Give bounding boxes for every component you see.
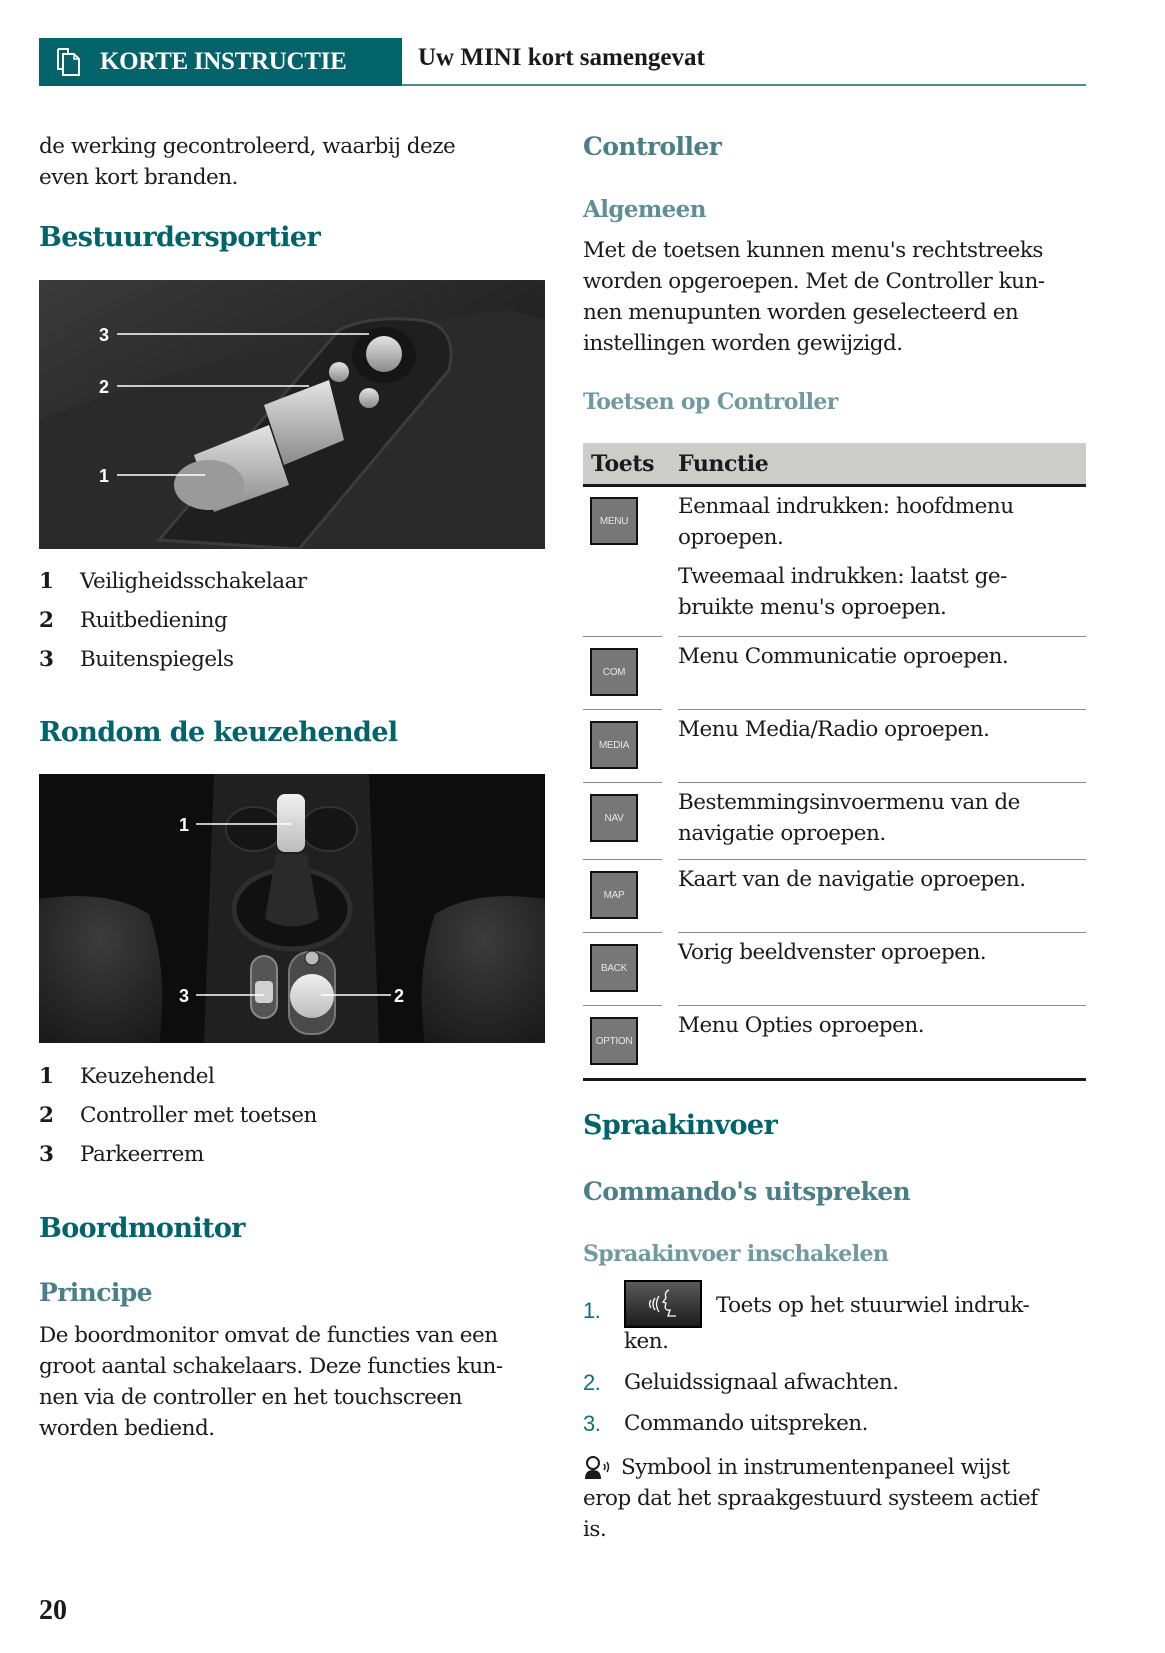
step-item [583, 1370, 899, 1396]
section-header-box [39, 38, 402, 86]
heading-selector-lever: Rondom de keuzehendel [39, 717, 398, 748]
text-line: bruikte menu's oproepen. [678, 595, 947, 620]
legend-label: Veiligheidsschakelaar [80, 569, 307, 594]
svg-text:3: 3 [99, 325, 110, 345]
text-line: Symbool in instrumentenpaneel wijst [621, 1455, 1010, 1480]
table-bottom-rule [583, 1078, 1086, 1081]
text-line: De boordmonitor omvat de functies van een [39, 1323, 498, 1348]
table-header [583, 443, 1086, 487]
svg-text:1: 1 [99, 466, 110, 486]
legend-item [39, 640, 307, 679]
driver-door-photo [39, 280, 545, 549]
page-number: 20 [39, 1595, 67, 1626]
pages-icon [56, 47, 82, 77]
selector-lever-legend [39, 1057, 317, 1174]
column-header-function: Functie [678, 450, 769, 477]
option-key-icon: OPTION [590, 1017, 638, 1065]
step-item [583, 1280, 1029, 1356]
text-line: de werking gecontroleerd, waarbij deze [39, 134, 456, 159]
driver-door-legend [39, 562, 307, 679]
subheading-principle: Principe [39, 1278, 152, 1307]
text-line: Kaart van de navigatie oproepen. [678, 867, 1026, 892]
heading-controller: Controller [583, 132, 722, 161]
text-line: even kort branden. [39, 165, 238, 190]
step-text: Geluidssignaal afwachten. [624, 1370, 899, 1395]
text-line: Menu Communicatie oproepen. [678, 644, 1009, 669]
legend-label: Buitenspiegels [80, 647, 234, 672]
step-number: 1. [583, 1298, 601, 1323]
text-line: oproepen. [678, 525, 784, 550]
column-header-key: Toets [591, 450, 655, 477]
text-line: erop dat het spraakgestuurd systeem actief [583, 1486, 1038, 1511]
text-line: nen menupunten worden geselecteerd en [583, 300, 1019, 325]
legend-number: 2 [39, 608, 54, 633]
back-key-icon: BACK [590, 944, 638, 992]
table-row [583, 709, 1086, 782]
legend-item [39, 562, 307, 601]
legend-number: 3 [39, 1142, 54, 1167]
svg-text:1: 1 [179, 815, 190, 835]
step-text: Commando uitspreken. [624, 1411, 868, 1436]
subheading-speak-commands: Commando's uitspreken [583, 1177, 911, 1206]
controller-keys-table [583, 443, 1086, 1081]
text-line: Tweemaal indrukken: laatst ge- [678, 564, 1007, 589]
heading-onboard-monitor: Boordmonitor [39, 1213, 245, 1244]
text-line: navigatie oproepen. [678, 821, 886, 846]
table-row [583, 859, 1086, 932]
legend-item [39, 1096, 317, 1135]
intro-paragraph [39, 131, 549, 193]
text-line: Menu Media/Radio oproepen. [678, 717, 990, 742]
step-text: ken. [624, 1329, 669, 1354]
controller-paragraph [583, 235, 1093, 359]
legend-item [39, 1057, 317, 1096]
subheading-activate-voice: Spraakinvoer inschakelen [583, 1241, 889, 1267]
subheading-general: Algemeen [583, 196, 706, 223]
text-line: is. [583, 1517, 607, 1542]
legend-label: Keuzehendel [80, 1064, 215, 1089]
menu-key-icon: MENU [590, 497, 638, 545]
text-line: instellingen worden gewijzigd. [583, 331, 903, 356]
text-line: Menu Opties oproepen. [678, 1013, 925, 1038]
step-text: Toets op het stuurwiel indruk- [716, 1292, 1030, 1318]
text-line: groot aantal schakelaars. Deze functies kun- [39, 1354, 503, 1379]
speaking-person-icon [583, 1455, 613, 1481]
text-line: nen via de controller en het touchscreen [39, 1385, 462, 1410]
step-item [583, 1411, 868, 1437]
table-row [583, 782, 1086, 859]
voice-symbol-note [583, 1452, 1093, 1545]
svg-text:3: 3 [179, 986, 190, 1006]
legend-number: 2 [39, 1103, 54, 1128]
header-divider [402, 84, 1086, 86]
nav-key-icon: NAV [590, 794, 638, 842]
legend-number: 3 [39, 647, 54, 672]
subheading-controller-keys: Toetsen op Controller [583, 389, 838, 415]
heading-voice-input: Spraakinvoer [583, 1110, 778, 1141]
onboard-monitor-paragraph [39, 1320, 559, 1444]
legend-number: 1 [39, 569, 54, 594]
text-line: worden bediend. [39, 1416, 215, 1441]
page-subtitle: Uw MINI kort samengevat [418, 44, 705, 71]
voice-steps-list [583, 1280, 1093, 1436]
text-line: Vorig beeldvenster oproepen. [678, 940, 987, 965]
media-key-icon: MEDIA [590, 721, 638, 769]
step-number: 3. [583, 1411, 601, 1436]
table-row [583, 636, 1086, 709]
legend-item [39, 601, 307, 640]
table-row [583, 487, 1086, 636]
legend-label: Ruitbediening [80, 608, 228, 633]
svg-text:2: 2 [394, 986, 405, 1006]
com-key-icon: COM [590, 648, 638, 696]
svg-text:2: 2 [99, 377, 110, 397]
legend-number: 1 [39, 1064, 54, 1089]
legend-label: Controller met toetsen [80, 1103, 317, 1128]
legend-label: Parkeerrem [80, 1142, 204, 1167]
section-label: KORTE INSTRUCTIE [100, 48, 347, 75]
table-row [583, 1005, 1086, 1078]
selector-lever-photo [39, 774, 545, 1043]
legend-item [39, 1135, 317, 1174]
step-number: 2. [583, 1370, 601, 1395]
text-line: worden opgeroepen. Met de Controller kun- [583, 269, 1045, 294]
text-line: Eenmaal indrukken: hoofdmenu [678, 494, 1014, 519]
heading-driver-door: Bestuurdersportier [39, 222, 321, 253]
text-line: Bestemmingsinvoermenu van de [678, 790, 1020, 815]
voice-command-button-icon [624, 1280, 702, 1328]
table-row [583, 932, 1086, 1005]
text-line: Met de toetsen kunnen menu's rechtstreeks [583, 238, 1043, 263]
map-key-icon: MAP [590, 871, 638, 919]
